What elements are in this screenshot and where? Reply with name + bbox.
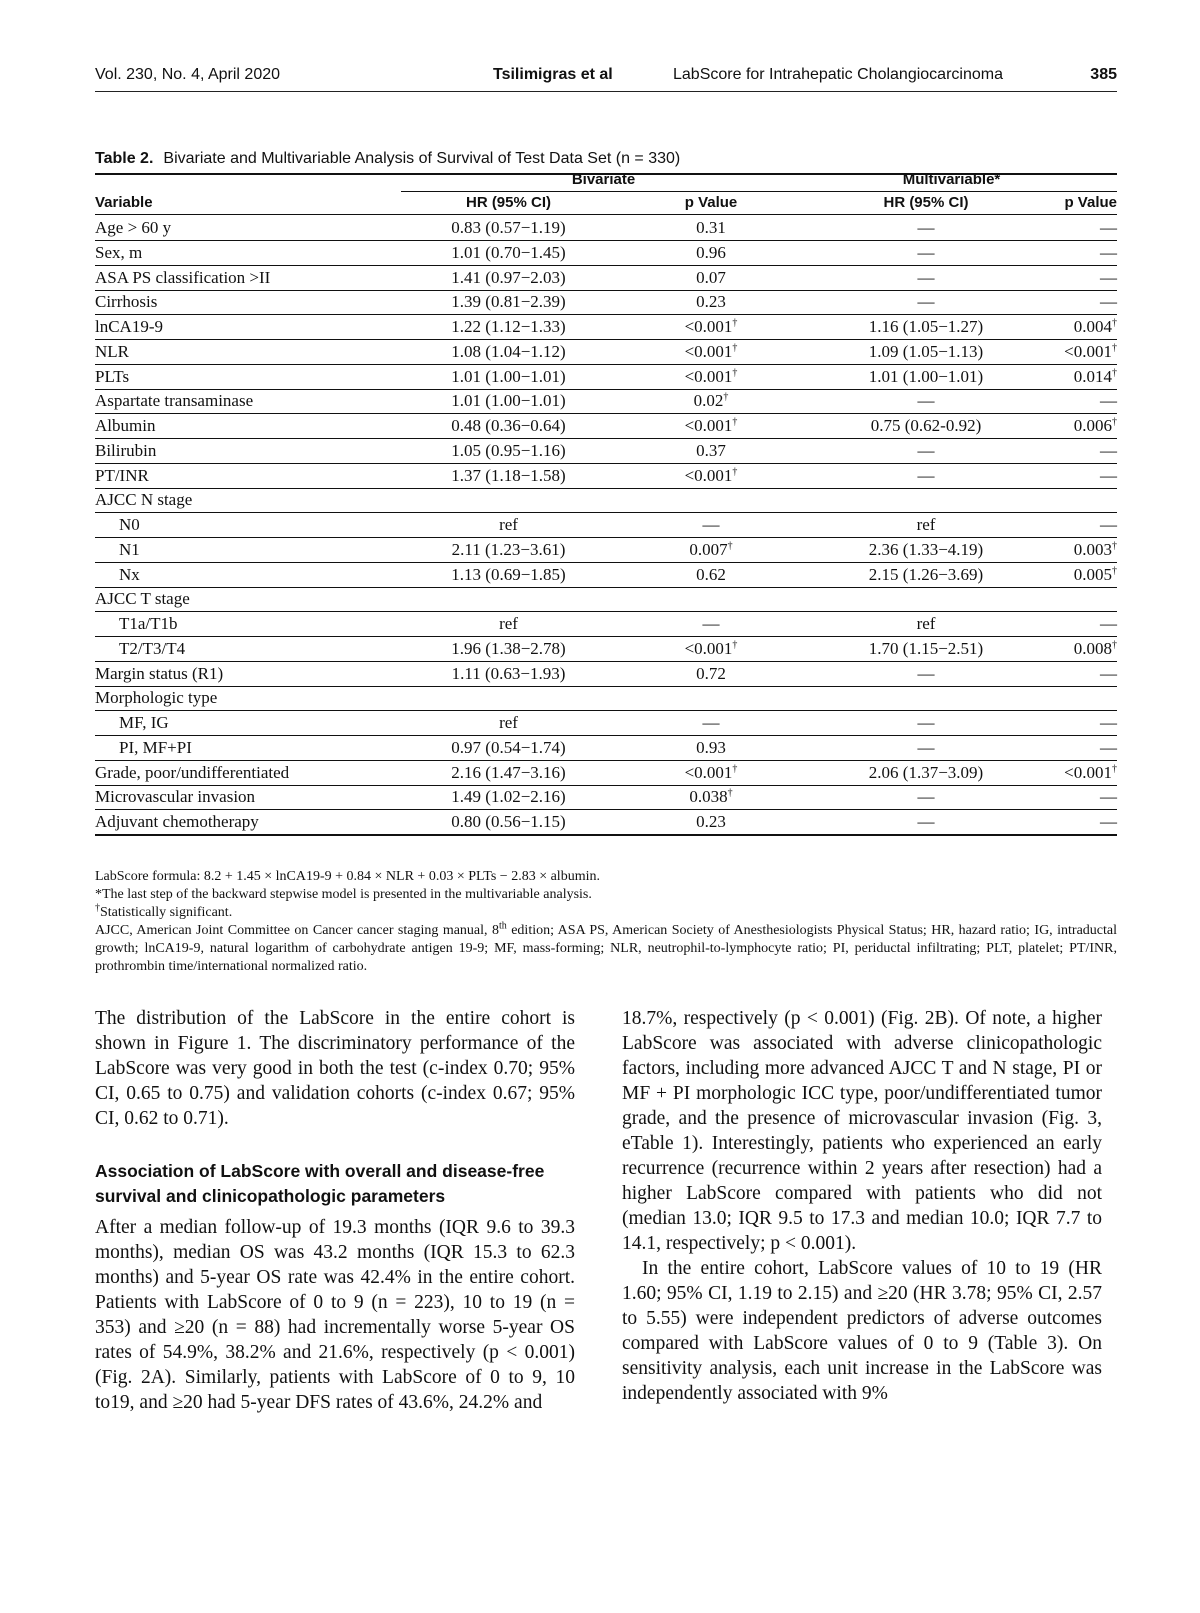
cell-multivariable-hr: —: [917, 218, 935, 237]
cell-multivariable-hr: ref: [916, 614, 936, 633]
header-rule: [95, 91, 1117, 92]
cell-multivariable-p: <0.001†: [1064, 341, 1117, 361]
significance-mark: †: [732, 366, 738, 378]
cell-bivariate-hr: 1.22 (1.12−1.33): [451, 317, 566, 336]
table-row: [95, 685, 1117, 711]
table-row: [95, 611, 1117, 637]
cell-variable: Age > 60 y: [95, 218, 172, 237]
significance-mark: †: [732, 639, 738, 651]
cell-bivariate-hr: 2.11 (1.23−3.61): [451, 539, 566, 559]
cell-bivariate-p: <0.001†: [684, 638, 738, 658]
running-authors: Tsilimigras et al: [493, 66, 613, 83]
group-rule-multivariable: [786, 191, 1117, 192]
table-row: [95, 240, 1117, 266]
cell-bivariate-hr: 2.16 (1.47−3.16): [451, 762, 566, 782]
cell-variable: MF, IG: [119, 713, 169, 732]
cell-bivariate-hr: 0.48 (0.36−0.64): [451, 416, 566, 435]
cell-bivariate-p: 0.07: [696, 267, 726, 287]
cell-multivariable-p: —: [1100, 292, 1117, 312]
cell-multivariable-hr: 1.09 (1.05−1.13): [868, 341, 984, 361]
table-row: [95, 339, 1117, 365]
cell-multivariable-hr: —: [917, 440, 935, 460]
cell-variable: NLR: [95, 341, 129, 361]
cell-multivariable-p: —: [1100, 713, 1117, 732]
cell-multivariable-hr: 1.01 (1.00−1.01): [868, 366, 984, 386]
cell-multivariable-p: —: [1100, 614, 1117, 633]
footnote-star: *The last step of the backward stepwise model is presented in the multivariable analysis.: [95, 887, 592, 902]
footnote-formula: LabScore formula: 8.2 + 1.45 × lnCA19-9 + 0.84 × NLR + 0.03 × PLTs − 2.83 × albumin.: [95, 869, 600, 884]
table-caption: [95, 150, 680, 168]
cell-bivariate-hr: 1.05 (0.95−1.16): [451, 440, 566, 460]
cell-multivariable-hr: —: [917, 292, 935, 312]
paragraph-discrimination: The distribution of the LabScore in the entire cohort is shown in Figure 1. The discriminatory performance of the LabScore was very good in both the test (c-index 0.70; 95% CI, 0.65 to 0.75) and validation cohorts (c-index 0.67; 95% CI, 0.62 to 0.71).: [95, 1008, 575, 1129]
cell-bivariate-hr: 1.41 (0.97−2.03): [451, 267, 566, 287]
journal-volume: Vol. 230, No. 4, April 2020: [95, 66, 281, 83]
cell-multivariable-hr: —: [917, 391, 935, 411]
table-row: [95, 438, 1117, 464]
cell-bivariate-hr: 0.80 (0.56−1.15): [451, 812, 566, 831]
paragraph-clinicopathologic: 18.7%, respectively (p < 0.001) (Fig. 2B). Of note, a higher LabScore was associated with adverse clinicopathologic factors, including more advanced AJCC T and N stage, PI or MF + PI morphologic ICC type, poor/undifferentiated tumor grade, and the presence of microvascular invasion (Fig. 3, eTable 1). Interestingly, patients who experienced an early recurrence (recurrence within 2 years after resection) had a higher LabScore compared with patients who did not (median 13.0; IQR 9.5 to 17.3 and median 10.0; IQR 7.7 to 14.1, respectively; p < 0.001).: [622, 1008, 1102, 1254]
table-row: [95, 364, 1117, 390]
table-row: [95, 265, 1117, 291]
table-row: [95, 661, 1117, 687]
cell-variable: Albumin: [95, 416, 156, 435]
col-header-biv-p: p Value: [684, 194, 738, 211]
cell-multivariable-hr: —: [917, 787, 935, 807]
cell-bivariate-p: —: [702, 515, 720, 534]
cell-multivariable-p: 0.003†: [1073, 539, 1117, 559]
significance-mark: †: [1112, 317, 1117, 329]
footnote-dagger: [95, 904, 1117, 922]
cell-bivariate-p: —: [702, 614, 720, 633]
table-row: [95, 710, 1117, 736]
col-header-multi-p: p Value: [1064, 194, 1117, 211]
cell-variable: AJCC T stage: [95, 589, 190, 609]
cell-bivariate-hr: 1.49 (1.02−2.16): [451, 787, 566, 807]
cell-bivariate-hr: 1.08 (1.04−1.12): [451, 341, 566, 361]
cell-multivariable-hr: —: [917, 812, 935, 831]
cell-multivariable-p: —: [1100, 812, 1117, 831]
cell-variable: Microvascular invasion: [95, 787, 256, 807]
significance-mark: †: [732, 762, 738, 774]
body-column-right: [622, 1006, 1102, 1406]
cell-variable: Adjuvant chemotherapy: [95, 812, 259, 831]
cell-bivariate-p: 0.31: [696, 218, 726, 237]
cell-multivariable-p: —: [1100, 391, 1117, 411]
table-footnotes: [95, 868, 1117, 976]
cell-variable: PI, MF+PI: [119, 737, 192, 757]
cell-bivariate-hr: 1.01 (1.00−1.01): [451, 366, 566, 386]
cell-bivariate-p: <0.001†: [684, 366, 738, 386]
cell-variable: ASA PS classification >II: [95, 267, 271, 287]
cell-multivariable-p: —: [1100, 267, 1117, 287]
body-column-left: [95, 1006, 575, 1415]
dagger-mark: †: [95, 902, 100, 914]
paragraph-survival: After a median follow-up of 19.3 months (IQR 9.6 to 39.3 months), median OS was 43.2 months (IQR 15.3 to 62.3 months) and 5-year OS rate was 42.4% in the entire cohort. Patients with LabScore of 0 to 9 (n = 223), 10 to 19 (n = 353) and ≥20 (n = 88) had incrementally worse 5-year OS rates of 54.9%, 38.2% and 21.6%, respectively (p < 0.001) (Fig. 2A). Similarly, patients with LabScore of 0 to 9, 10 to19, and ≥20 had 5-year DFS rates of 43.6%, 24.2% and: [95, 1217, 575, 1413]
table-row: [95, 562, 1117, 588]
significance-mark: †: [723, 391, 729, 403]
cell-bivariate-p: 0.72: [696, 663, 726, 683]
significance-mark: †: [732, 416, 738, 428]
running-title: LabScore for Intrahepatic Cholangiocarcinoma: [673, 66, 1003, 83]
cell-bivariate-hr: 1.13 (0.69−1.85): [451, 564, 566, 584]
cell-bivariate-p: 0.23: [696, 292, 726, 312]
cell-bivariate-p: <0.001†: [684, 341, 738, 361]
cell-multivariable-p: —: [1100, 440, 1117, 460]
cell-bivariate-p: 0.37: [696, 440, 726, 460]
table-row: [95, 735, 1117, 761]
cell-bivariate-hr: 0.83 (0.57−1.19): [451, 218, 566, 237]
cell-multivariable-p: 0.006†: [1073, 416, 1117, 435]
table-row: [95, 784, 1117, 810]
cell-multivariable-p: —: [1100, 465, 1117, 485]
cell-multivariable-hr: —: [917, 663, 935, 683]
section-heading: Association of LabScore with overall and disease-free survival and clinicopathologic parameters: [95, 1161, 545, 1206]
cell-multivariable-p: —: [1100, 515, 1117, 534]
cell-variable: N0: [119, 515, 140, 534]
table-row: [95, 636, 1117, 662]
cell-bivariate-p: <0.001†: [684, 416, 738, 435]
col-header-multi-hr: HR (95% CI): [883, 194, 969, 211]
significance-mark: †: [1112, 564, 1117, 576]
cell-variable: Aspartate transaminase: [95, 391, 254, 411]
cell-bivariate-p: <0.001†: [684, 465, 738, 485]
cell-multivariable-hr: 1.16 (1.05−1.27): [868, 317, 984, 336]
cell-multivariable-p: —: [1100, 787, 1117, 807]
cell-bivariate-p: 0.007†: [689, 539, 733, 559]
cell-bivariate-hr: ref: [499, 614, 518, 633]
footnote-abbreviations: [95, 922, 1117, 976]
cell-variable: Morphologic type: [95, 688, 218, 708]
significance-mark: †: [1112, 540, 1117, 552]
cell-bivariate-hr: 0.97 (0.54−1.74): [451, 737, 566, 757]
cell-multivariable-hr: —: [917, 465, 935, 485]
abbrev-start: AJCC, American Joint Committee on Cancer cancer staging manual, 8: [95, 923, 499, 938]
cell-multivariable-hr: —: [917, 737, 935, 757]
cell-variable: T1a/T1b: [119, 614, 178, 633]
cell-multivariable-p: —: [1100, 242, 1117, 262]
cell-multivariable-hr: 0.75 (0.62-0.92): [870, 416, 982, 435]
cell-bivariate-hr: 1.01 (0.70−1.45): [451, 242, 566, 262]
cell-multivariable-hr: 2.06 (1.37−3.09): [868, 762, 984, 782]
significance-mark: †: [1112, 416, 1117, 428]
cell-multivariable-p: <0.001†: [1064, 762, 1117, 782]
significance-mark: †: [732, 342, 738, 354]
cell-multivariable-p: 0.004†: [1073, 317, 1117, 336]
cell-multivariable-p: 0.005†: [1073, 564, 1117, 584]
group-rule-bivariate: [401, 191, 806, 192]
table-row: [95, 586, 1117, 612]
cell-bivariate-p: <0.001†: [684, 317, 738, 336]
page-number: 385: [1090, 66, 1117, 83]
cell-bivariate-hr: ref: [499, 713, 518, 732]
table-title: Bivariate and Multivariable Analysis of Survival of Test Data Set (n = 330): [163, 150, 681, 167]
table-row: [95, 388, 1117, 414]
cell-multivariable-p: —: [1100, 218, 1117, 237]
table-row: [95, 413, 1117, 439]
group-header-multivariable: Multivariable*: [902, 171, 1001, 188]
cell-bivariate-p: 0.62: [696, 564, 726, 584]
cell-variable: AJCC N stage: [95, 490, 193, 510]
abbrev-end: edition; ASA PS, American Society of Anesthesiologists Physical Status; HR, hazard ratio; IG, intraductal growth; lnCA19-9, natural logarithm of carbohydrate antigen 19-9; MF, mass-forming; NLR, neutrophil-to-lymphocyte ratio; PI, periductal infiltrating; PLT, platelet; PT/INR, prothrombin time/international normalized ratio.: [95, 923, 1117, 974]
table-row: [95, 463, 1117, 489]
cell-variable: Cirrhosis: [95, 292, 158, 312]
cell-variable: Margin status (R1): [95, 663, 224, 683]
cell-bivariate-p: —: [702, 713, 720, 732]
cell-multivariable-p: 0.008†: [1073, 638, 1117, 658]
cell-variable: Grade, poor/undifferentiated: [95, 762, 290, 782]
cell-variable: PLTs: [95, 366, 130, 386]
cell-multivariable-hr: —: [917, 242, 935, 262]
cell-variable: Bilirubin: [95, 440, 157, 460]
table-row: [95, 537, 1117, 563]
significance-mark: †: [732, 317, 738, 329]
table-row: [95, 215, 1117, 241]
cell-multivariable-hr: 2.36 (1.33−4.19): [868, 539, 984, 559]
cell-variable: N1: [119, 539, 140, 559]
significance-mark: †: [732, 465, 738, 477]
cell-bivariate-hr: 1.39 (0.81−2.39): [451, 292, 566, 312]
cell-multivariable-hr: —: [917, 713, 935, 732]
cell-bivariate-hr: ref: [499, 515, 518, 534]
cell-multivariable-p: 0.014†: [1073, 366, 1117, 386]
group-header-bivariate: Bivariate: [571, 171, 636, 188]
table-row: [95, 809, 1117, 836]
significance-mark: †: [1112, 762, 1117, 774]
col-header-biv-hr: HR (95% CI): [465, 194, 551, 211]
cell-variable: lnCA19-9: [95, 317, 163, 336]
paragraph-predictors: In the entire cohort, LabScore values of 10 to 19 (HR 1.60; 95% CI, 1.19 to 2.15) and ≥20 (HR 3.78; 95% CI, 2.57 to 5.55) were independent predictors of adverse outcomes compared with LabScore values of 0 to 9 (Table 3). On sensitivity analysis, each unit increase in the LabScore was independently associated with 9%: [622, 1258, 1102, 1404]
cell-bivariate-hr: 1.37 (1.18−1.58): [451, 465, 566, 485]
significance-mark: †: [727, 787, 733, 799]
significance-mark: †: [727, 540, 733, 552]
table-row: [95, 487, 1117, 513]
table-row: [95, 314, 1117, 340]
cell-bivariate-p: 0.23: [696, 812, 726, 831]
abbrev-superscript: th: [498, 920, 507, 932]
cell-multivariable-hr: ref: [916, 515, 936, 534]
cell-bivariate-p: <0.001†: [684, 762, 738, 782]
cell-bivariate-hr: 1.11 (0.63−1.93): [451, 663, 566, 683]
cell-bivariate-hr: 1.96 (1.38−2.78): [451, 638, 566, 658]
cell-bivariate-p: 0.038†: [689, 787, 733, 807]
cell-multivariable-p: —: [1100, 737, 1117, 757]
significance-mark: †: [1112, 366, 1117, 378]
running-header: [95, 66, 1117, 90]
cell-bivariate-p: 0.02†: [693, 391, 729, 411]
cell-multivariable-hr: 1.70 (1.15−2.51): [868, 638, 984, 658]
cell-variable: PT/INR: [95, 465, 149, 485]
cell-multivariable-p: —: [1100, 663, 1117, 683]
cell-bivariate-hr: 1.01 (1.00−1.01): [451, 391, 566, 411]
significance-mark: †: [1112, 639, 1117, 651]
table-row: [95, 512, 1117, 538]
cell-multivariable-hr: —: [917, 267, 935, 287]
cell-variable: Nx: [119, 564, 140, 584]
cell-variable: T2/T3/T4: [119, 638, 186, 658]
table-label: Table 2.: [95, 150, 154, 167]
cell-bivariate-p: 0.93: [696, 737, 726, 757]
table-row: [95, 289, 1117, 315]
table-row: [95, 760, 1117, 786]
cell-variable: Sex, m: [95, 242, 143, 262]
cell-multivariable-hr: 2.15 (1.26−3.69): [868, 564, 984, 584]
significance-mark: †: [1112, 342, 1117, 354]
cell-bivariate-p: 0.96: [696, 242, 726, 262]
dagger-text: Statistically significant.: [100, 905, 233, 920]
col-header-variable: Variable: [95, 194, 153, 211]
